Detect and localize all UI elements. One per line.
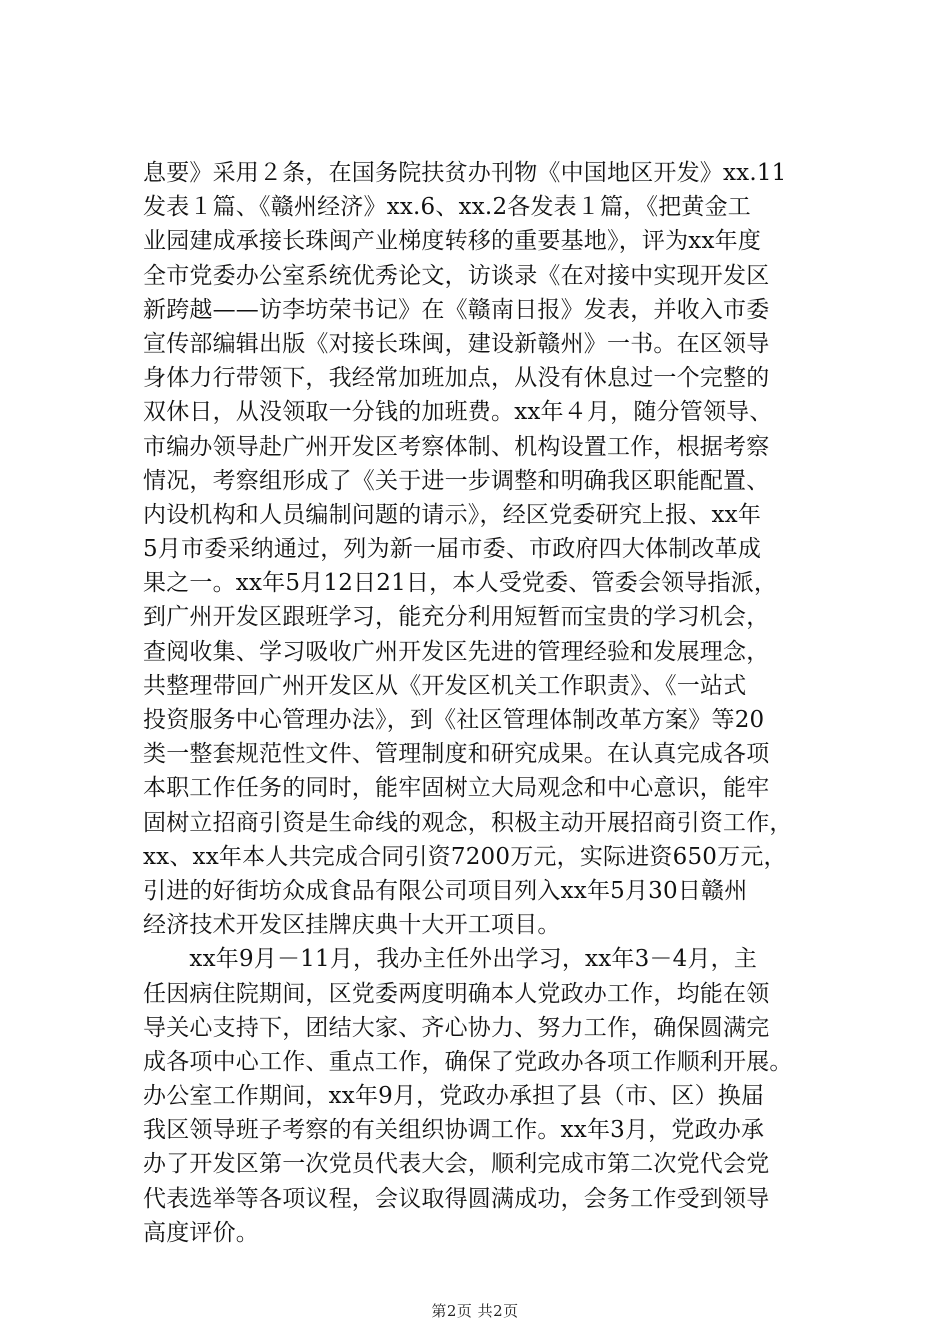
- text-line: 代表选举等各项议程，会议取得圆满成功，会务工作受到领导: [143, 1185, 770, 1212]
- text-line: 导关心支持下，团结大家、齐心协力、努力工作，确保圆满完: [143, 1014, 770, 1041]
- text-line: 任因病住院期间，区党委两度明确本人党政办工作，均能在领: [143, 980, 770, 1007]
- text-line: 我区领导班子考察的有关组织协调工作。xx年3月，党政办承: [143, 1117, 765, 1144]
- text-line: 到广州开发区跟班学习，能充分利用短暂而宝贵的学习机会，: [143, 604, 770, 631]
- text-line: 5月市委采纳通过，列为新一届市委、市政府四大体制改革成: [143, 536, 762, 563]
- text-line: 内设机构和人员编制问题的请示》，经区党委研究上报、xx年: [143, 501, 762, 528]
- text-line: 经济技术开发区挂牌庆典十大开工项目。: [143, 912, 561, 939]
- text-line: 身体力行带领下，我经常加班加点，从没有休息过一个完整的: [143, 365, 770, 392]
- page-footer: [0, 1300, 950, 1321]
- text-line: 双休日，从没领取一分钱的加班费。xx年４月，随分管领导、: [143, 399, 773, 426]
- text-line: 投资服务中心管理办法》，到《社区管理体制改革方案》等20: [143, 707, 765, 733]
- text-line: 本职工作任务的同时，能牢固树立大局观念和中心意识，能牢: [143, 775, 770, 802]
- text-line: 果之一。xx年5月12日21日，本人受党委、管委会领导指派，: [143, 570, 778, 597]
- text-line: 市编办领导赴广州开发区考察体制、机构设置工作，根据考察: [143, 433, 770, 460]
- text-line: xx年9月－11月，我办主任外出学习，xx年3－4月，主: [143, 946, 758, 973]
- text-line: 办了开发区第一次党员代表大会，顺利完成市第二次党代会党: [143, 1151, 770, 1178]
- text-line: 高度评价。: [143, 1219, 259, 1246]
- text-line: 共整理带回广州开发区从《开发区机关工作职责》、《一站式: [143, 672, 747, 699]
- text-line: 全市党委办公室系统优秀论文，访谈录《在对接中实现开发区: [143, 262, 770, 289]
- text-line: 办公室工作期间，xx年9月，党政办承担了县（市、区）换届: [143, 1083, 765, 1110]
- text-line: 固树立招商引资是生命线的观念，积极主动开展招商引资工作，: [143, 809, 793, 836]
- text-line: 查阅收集、学习吸收广州开发区先进的管理经验和发展理念，: [143, 638, 770, 665]
- text-line: 息要》采用２条，在国务院扶贫办刊物《中国地区开发》xx.11: [143, 160, 787, 186]
- text-line: 类一整套规范性文件、管理制度和研究成果。在认真完成各项: [143, 741, 770, 768]
- page-number: 第2页 共2页: [431, 1302, 519, 1320]
- text-line: 发表１篇、《赣州经济》xx.6、xx.2各发表１篇，《把黄金工: [143, 194, 751, 221]
- text-line: xx、xx年本人共完成合同引资7200万元，实际进资650万元，: [143, 843, 787, 870]
- text-line: 成各项中心工作、重点工作，确保了党政办各项工作顺利开展。: [143, 1048, 793, 1075]
- text-line: 情况，考察组形成了《关于进一步调整和明确我区职能配置、: [143, 467, 770, 494]
- text-line: 业园建成承接长珠闽产业梯度转移的重要基地》，评为xx年度: [143, 228, 762, 255]
- text-line: 引进的好街坊众成食品有限公司项目列入xx年5月30日赣州: [143, 877, 748, 904]
- text-line: 宣传部编辑出版《对接长珠闽，建设新赣州》一书。在区领导: [143, 330, 770, 357]
- document-body: [143, 156, 843, 1250]
- text-line: 新跨越——访李坊荣书记》在《赣南日报》发表，并收入市委: [143, 296, 770, 323]
